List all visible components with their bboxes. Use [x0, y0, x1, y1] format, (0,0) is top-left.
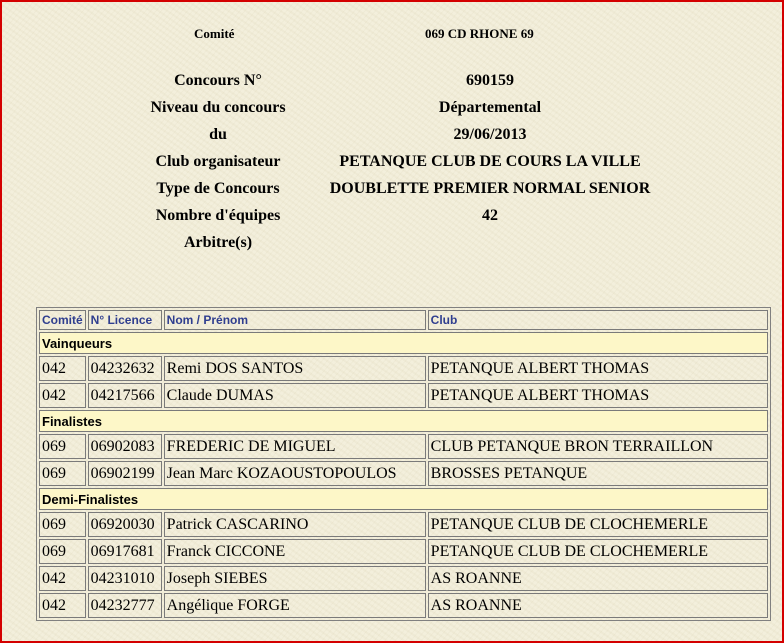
- info-row-nombre-equipes: [2, 207, 782, 234]
- info-label: du: [209, 126, 227, 143]
- column-header-comite: Comité: [39, 310, 86, 330]
- table-row: [39, 512, 768, 537]
- cell-club: PETANQUE CLUB DE CLOCHEMERLE: [428, 539, 768, 564]
- cell-nom: Jean Marc KOZAOUSTOPOULOS: [164, 461, 426, 486]
- info-label: Concours N°: [174, 72, 262, 89]
- info-value: 29/06/2013: [453, 126, 527, 143]
- table-row: [39, 461, 768, 486]
- info-value: Départemental: [438, 99, 542, 116]
- cell-licence: 04217566: [88, 383, 162, 408]
- info-row-numero: [2, 72, 782, 99]
- info-value: DOUBLETTE PREMIER NORMAL SENIOR: [329, 180, 651, 197]
- results-table: [36, 307, 771, 621]
- cell-nom: Angélique FORGE: [164, 593, 426, 618]
- table-row: [39, 434, 768, 459]
- table-row: [39, 593, 768, 618]
- info-value: 690159: [466, 72, 514, 89]
- cell-club: CLUB PETANQUE BRON TERRAILLON: [428, 434, 768, 459]
- comite-label: Comité: [194, 26, 235, 41]
- cell-comite: 042: [39, 356, 86, 381]
- info-label: Arbitre(s): [183, 234, 253, 251]
- cell-licence: 06917681: [88, 539, 162, 564]
- table-row: [39, 356, 768, 381]
- contest-info: [2, 72, 782, 261]
- cell-licence: 04232632: [88, 356, 162, 381]
- cell-comite: 042: [39, 383, 86, 408]
- info-label: Type de Concours: [156, 180, 280, 197]
- info-value: PETANQUE CLUB DE COURS LA VILLE: [339, 153, 641, 170]
- column-header-licence: N° Licence: [88, 310, 162, 330]
- info-row-date: [2, 126, 782, 153]
- cell-nom: FREDERIC DE MIGUEL: [164, 434, 426, 459]
- info-row-club-organisateur: [2, 153, 782, 180]
- cell-comite: 069: [39, 434, 86, 459]
- cell-nom: Franck CICCONE: [164, 539, 426, 564]
- section-title: Vainqueurs: [39, 332, 768, 354]
- info-value: 42: [482, 207, 498, 224]
- cell-licence: 06902199: [88, 461, 162, 486]
- table-row: [39, 383, 768, 408]
- cell-comite: 069: [39, 539, 86, 564]
- column-header-club: Club: [428, 310, 768, 330]
- cell-comite: 042: [39, 566, 86, 591]
- info-label: Nombre d'équipes: [155, 207, 281, 224]
- section-title: Demi-Finalistes: [39, 488, 768, 510]
- cell-licence: 06920030: [88, 512, 162, 537]
- cell-licence: 06902083: [88, 434, 162, 459]
- column-header-nom: Nom / Prénom: [164, 310, 426, 330]
- cell-licence: 04231010: [88, 566, 162, 591]
- cell-comite: 069: [39, 461, 86, 486]
- cell-nom: Claude DUMAS: [164, 383, 426, 408]
- table-row: [39, 566, 768, 591]
- section-title: Finalistes: [39, 410, 768, 432]
- section-row-vainqueurs: [39, 332, 768, 354]
- cell-club: PETANQUE ALBERT THOMAS: [428, 383, 768, 408]
- cell-club: PETANQUE ALBERT THOMAS: [428, 356, 768, 381]
- cell-licence: 04232777: [88, 593, 162, 618]
- cell-club: AS ROANNE: [428, 566, 768, 591]
- table-header-row: [39, 310, 768, 330]
- info-row-niveau: [2, 99, 782, 126]
- cell-comite: 069: [39, 512, 86, 537]
- section-row-demi-finalistes: [39, 488, 768, 510]
- cell-club: BROSSES PETANQUE: [428, 461, 768, 486]
- comite-value: 069 CD RHONE 69: [425, 26, 534, 41]
- cell-nom: Joseph SIEBES: [164, 566, 426, 591]
- cell-club: AS ROANNE: [428, 593, 768, 618]
- cell-nom: Patrick CASCARINO: [164, 512, 426, 537]
- section-row-finalistes: [39, 410, 768, 432]
- info-label: Club organisateur: [155, 153, 281, 170]
- cell-comite: 042: [39, 593, 86, 618]
- info-row-type: [2, 180, 782, 207]
- info-row-arbitres: [2, 234, 782, 261]
- info-label: Niveau du concours: [150, 99, 286, 116]
- table-row: [39, 539, 768, 564]
- cell-nom: Remi DOS SANTOS: [164, 356, 426, 381]
- cell-club: PETANQUE CLUB DE CLOCHEMERLE: [428, 512, 768, 537]
